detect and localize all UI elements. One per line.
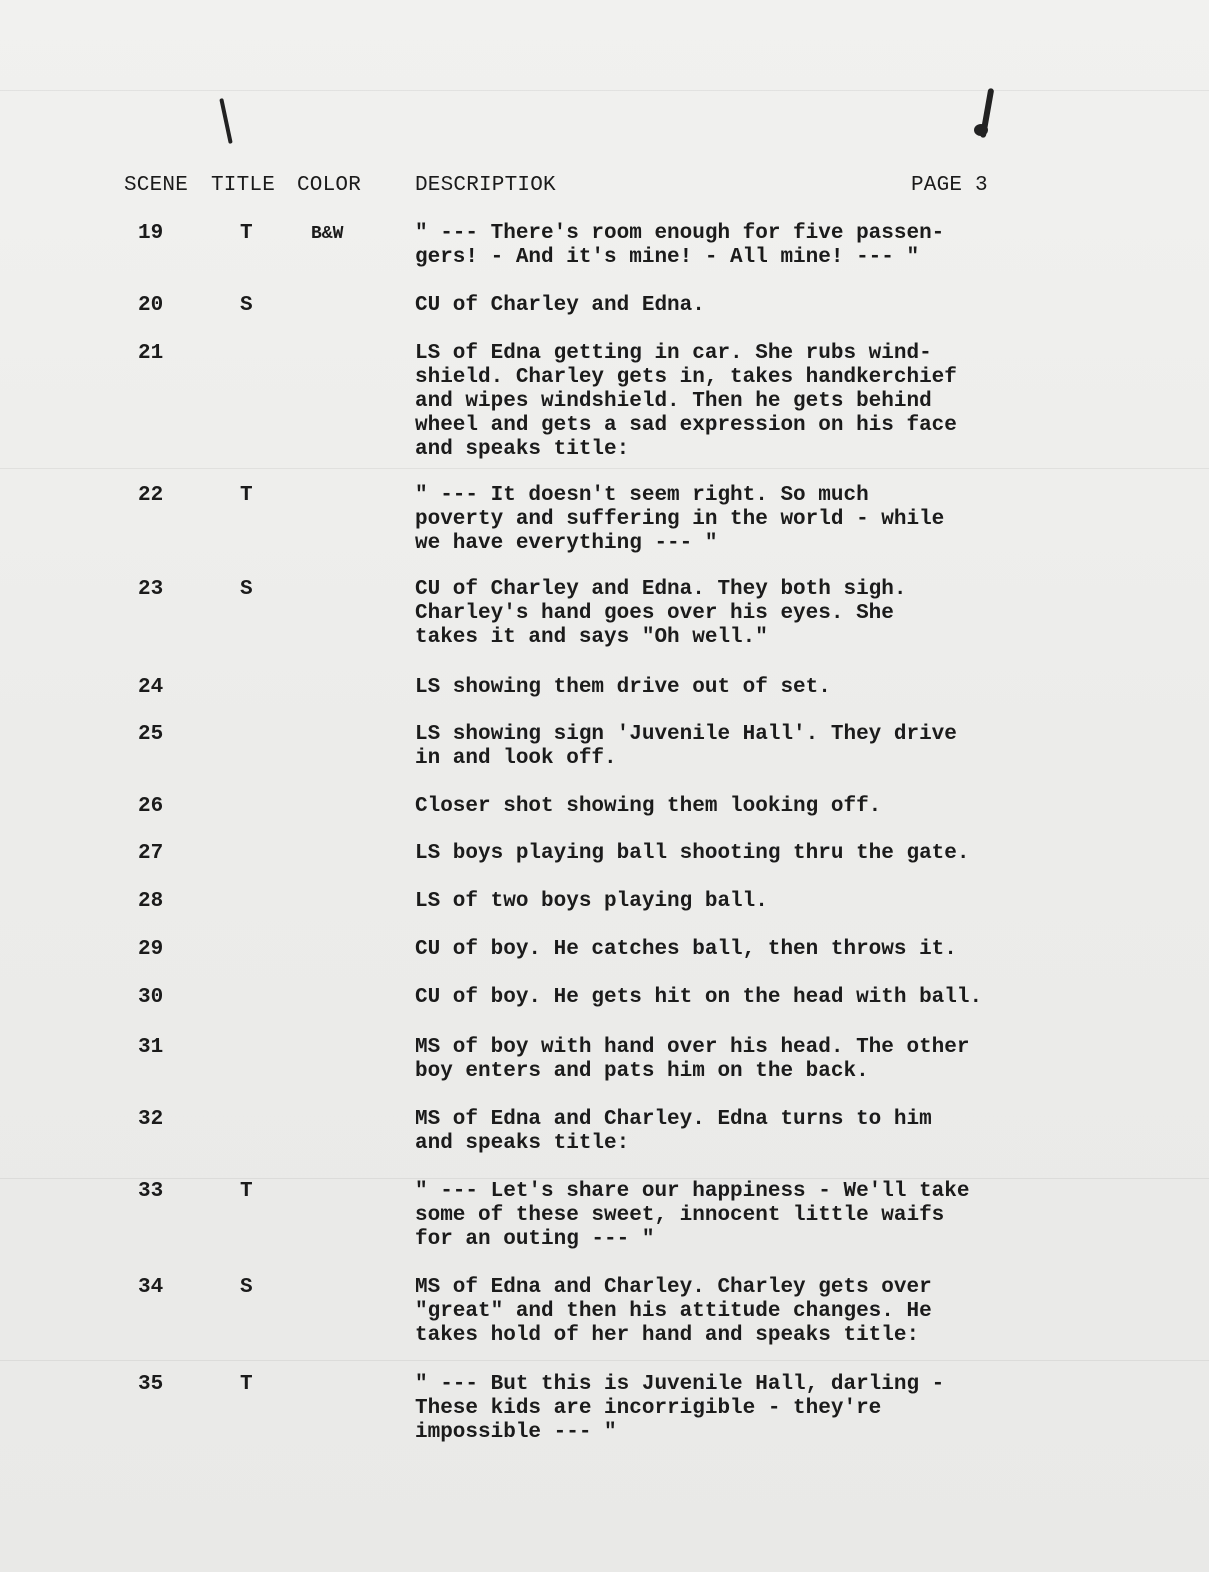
- description-line: MS of Edna and Charley. Charley gets over: [415, 1276, 932, 1299]
- description-line: and speaks title:: [415, 1132, 630, 1155]
- description-line: shield. Charley gets in, takes handkerchief: [415, 366, 957, 389]
- description-line: and speaks title:: [415, 438, 630, 461]
- description-line: " --- It doesn't seem right. So much: [415, 484, 869, 507]
- description-line: takes it and says "Oh well.": [415, 626, 768, 649]
- scene-number: 20: [138, 294, 164, 317]
- header-title: TITLE: [211, 174, 276, 197]
- description-line: CU of Charley and Edna.: [415, 294, 705, 317]
- description-line: gers! - And it's mine! - All mine! --- ": [415, 246, 920, 269]
- scene-description: [415, 938, 1105, 962]
- scene-title-code: T: [240, 1180, 253, 1203]
- scene-description: [415, 1108, 1105, 1156]
- scene-description: [415, 342, 1105, 462]
- scan-artifact: [0, 1178, 1209, 1179]
- scene-number: 32: [138, 1108, 164, 1131]
- description-line: LS of Edna getting in car. She rubs wind-: [415, 342, 932, 365]
- scene-description: [415, 1180, 1105, 1252]
- description-line: for an outing --- ": [415, 1228, 655, 1251]
- scene-description: [415, 795, 1105, 819]
- scene-description: [415, 1036, 1105, 1084]
- description-line: takes hold of her hand and speaks title:: [415, 1324, 920, 1347]
- scene-description: [415, 1373, 1105, 1445]
- description-line: MS of Edna and Charley. Edna turns to him: [415, 1108, 932, 1131]
- scene-title-code: S: [240, 294, 253, 317]
- description-line: " --- Let's share our happiness - We'll take: [415, 1180, 970, 1203]
- description-line: "great" and then his attitude changes. He: [415, 1300, 932, 1323]
- description-line: " --- But this is Juvenile Hall, darling -: [415, 1373, 945, 1396]
- description-line: CU of boy. He catches ball, then throws it.: [415, 938, 957, 961]
- scene-description: [415, 723, 1105, 771]
- scene-number: 26: [138, 795, 164, 818]
- header-color: COLOR: [297, 174, 362, 197]
- header-description: DESCRIPTIOK: [415, 174, 556, 197]
- description-line: LS boys playing ball shooting thru the gate.: [415, 842, 970, 865]
- description-line: Charley's hand goes over his eyes. She: [415, 602, 894, 625]
- scene-number: 23: [138, 578, 164, 601]
- description-line: CU of Charley and Edna. They both sigh.: [415, 578, 907, 601]
- scene-description: [415, 842, 1105, 866]
- scene-title-code: S: [240, 1276, 253, 1299]
- scene-title-code: T: [240, 222, 253, 245]
- scene-number: 30: [138, 986, 164, 1009]
- scene-title-code: T: [240, 1373, 253, 1396]
- description-line: and wipes windshield. Then he gets behind: [415, 390, 932, 413]
- scene-description: [415, 578, 1105, 650]
- scene-description: [415, 890, 1105, 914]
- scene-number: 22: [138, 484, 164, 507]
- description-line: impossible --- ": [415, 1421, 617, 1444]
- scan-artifact: [0, 468, 1209, 469]
- description-line: " --- There's room enough for five passen-: [415, 222, 945, 245]
- scene-number: 29: [138, 938, 164, 961]
- scene-title-code: S: [240, 578, 253, 601]
- scan-artifact: [0, 1360, 1209, 1361]
- description-line: LS of two boys playing ball.: [415, 890, 768, 913]
- scene-number: 27: [138, 842, 164, 865]
- description-line: Closer shot showing them looking off.: [415, 795, 882, 818]
- scene-number: 28: [138, 890, 164, 913]
- page-number: PAGE 3: [911, 174, 988, 197]
- scene-number: 24: [138, 676, 164, 699]
- scene-description: [415, 222, 1105, 270]
- scan-artifact: [0, 90, 1209, 91]
- description-line: LS showing sign 'Juvenile Hall'. They drive: [415, 723, 957, 746]
- description-line: poverty and suffering in the world - while: [415, 508, 945, 531]
- header-scene: SCENE: [124, 174, 189, 197]
- scene-description: [415, 484, 1105, 556]
- description-line: wheel and gets a sad expression on his face: [415, 414, 957, 437]
- description-line: CU of boy. He gets hit on the head with ball.: [415, 986, 983, 1009]
- description-line: MS of boy with hand over his head. The other: [415, 1036, 970, 1059]
- scene-description: [415, 294, 1105, 318]
- scene-description: [415, 1276, 1105, 1348]
- scene-number: 35: [138, 1373, 164, 1396]
- description-line: we have everything --- ": [415, 532, 718, 555]
- description-line: boy enters and pats him on the back.: [415, 1060, 869, 1083]
- description-line: LS showing them drive out of set.: [415, 676, 831, 699]
- scene-number: 25: [138, 723, 164, 746]
- scene-title-code: T: [240, 484, 253, 507]
- column-header: [0, 174, 1209, 198]
- scene-number: 19: [138, 222, 164, 245]
- scene-color: B&W: [311, 224, 344, 244]
- scene-number: 33: [138, 1180, 164, 1203]
- description-line: some of these sweet, innocent little waifs: [415, 1204, 945, 1227]
- scene-number: 34: [138, 1276, 164, 1299]
- scene-description: [415, 676, 1105, 700]
- description-line: These kids are incorrigible - they're: [415, 1397, 882, 1420]
- scene-number: 21: [138, 342, 164, 365]
- scene-description: [415, 986, 1105, 1010]
- description-line: in and look off.: [415, 747, 617, 770]
- binding-mark-right-foot: [974, 124, 988, 136]
- scene-number: 31: [138, 1036, 164, 1059]
